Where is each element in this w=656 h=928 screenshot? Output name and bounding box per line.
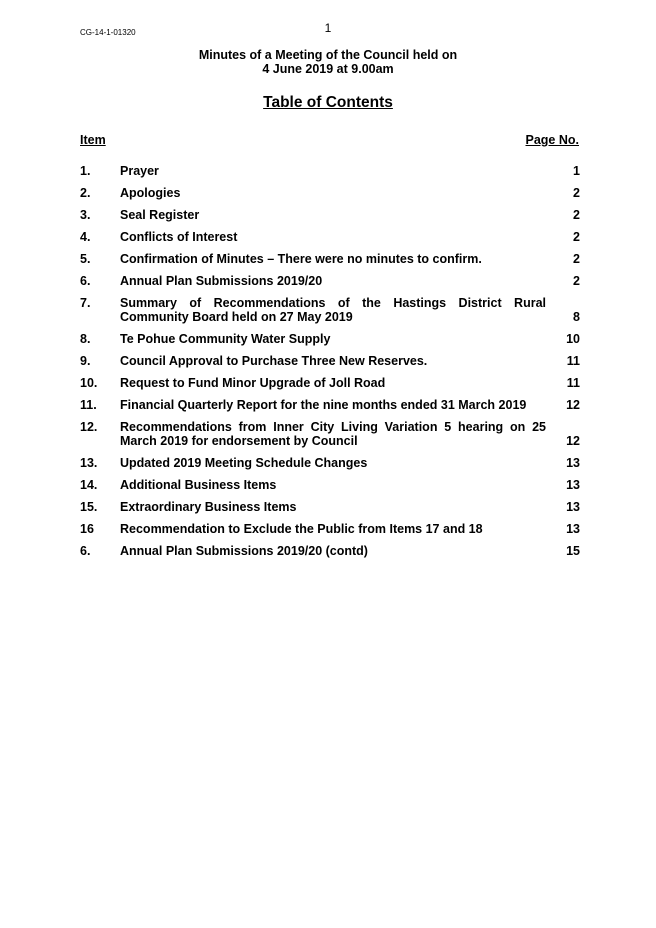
toc-entry-number: 10. — [80, 376, 98, 390]
toc-entry-title: Annual Plan Submissions 2019/20 (contd) — [120, 544, 368, 558]
toc-entry-title: Annual Plan Submissions 2019/20 — [120, 274, 323, 288]
toc-entry-number: 12. — [80, 420, 98, 434]
toc-entry-title: Recommendation to Exclude the Public from Items 17 and 18 — [120, 522, 483, 536]
toc-entry-title: Extraordinary Business Items — [120, 500, 297, 514]
toc-entry-page: 2 — [573, 186, 580, 200]
toc-entry-page: 8 — [573, 310, 580, 324]
toc-entry-number: 14. — [80, 478, 98, 492]
toc-entry-page: 13 — [566, 522, 580, 536]
toc-entry-page: 2 — [573, 230, 580, 244]
toc-entry[interactable] — [80, 186, 580, 200]
toc-entry-page: 2 — [573, 274, 580, 288]
toc-entry-number: 7. — [80, 296, 91, 310]
page-number: 1 — [324, 21, 332, 35]
toc-entry[interactable] — [80, 164, 580, 178]
heading-line-2: 4 June 2019 at 9.00am — [262, 62, 394, 76]
toc-entry-title: Summary of Recommendations of the Hastings District Rural Community Board held on 27 May 2019 — [120, 296, 546, 324]
toc-entry-page: 11 — [566, 354, 580, 368]
toc-entry-number: 8. — [80, 332, 91, 346]
toc-entry-title: Recommendations from Inner City Living Variation 5 hearing on 25 March 2019 for endorsement by Council — [120, 420, 546, 448]
toc-entry[interactable] — [80, 420, 580, 448]
toc-entry-number: 3. — [80, 208, 91, 222]
toc-entry-number: 5. — [80, 252, 91, 266]
toc-entry-page: 10 — [566, 332, 580, 346]
toc-entry-page: 2 — [573, 252, 580, 266]
toc-entry[interactable] — [80, 398, 580, 412]
item-column-header: Item — [80, 133, 106, 147]
toc-entry[interactable] — [80, 522, 580, 536]
toc-entry-number: 6. — [80, 544, 91, 558]
toc-title: Table of Contents — [263, 94, 393, 111]
toc-entry-page: 15 — [566, 544, 580, 558]
toc-entry-title: Apologies — [120, 186, 181, 200]
toc-entry[interactable] — [80, 252, 580, 266]
toc-entry-title: Te Pohue Community Water Supply — [120, 332, 331, 346]
toc-entry[interactable] — [80, 274, 580, 288]
toc-list — [80, 164, 580, 566]
toc-entry-number: 16 — [80, 522, 94, 536]
toc-entry-page: 12 — [566, 434, 580, 448]
toc-entry-page: 11 — [566, 376, 580, 390]
page-column-header: Page No. — [525, 133, 579, 147]
toc-entry-title: Confirmation of Minutes – There were no minutes to confirm. — [120, 252, 482, 266]
meeting-heading — [0, 48, 656, 76]
toc-entry-number: 6. — [80, 274, 91, 288]
toc-entry[interactable] — [80, 332, 580, 346]
toc-entry-number: 1. — [80, 164, 91, 178]
toc-entry-title: Prayer — [120, 164, 159, 178]
toc-entry-title: Financial Quarterly Report for the nine months ended 31 March 2019 — [120, 398, 527, 412]
toc-entry-title: Request to Fund Minor Upgrade of Joll Road — [120, 376, 386, 390]
toc-entry-page: 1 — [573, 164, 580, 178]
heading-line-1: Minutes of a Meeting of the Council held on — [198, 48, 458, 62]
toc-entry-number: 2. — [80, 186, 91, 200]
toc-entry-number: 9. — [80, 354, 91, 368]
toc-entry[interactable] — [80, 296, 580, 324]
toc-entry-title: Updated 2019 Meeting Schedule Changes — [120, 456, 368, 470]
toc-entry-page: 2 — [573, 208, 580, 222]
toc-entry-number: 15. — [80, 500, 98, 514]
toc-entry-title: Conflicts of Interest — [120, 230, 238, 244]
document-reference: CG-14-1-01320 — [80, 28, 136, 37]
toc-entry[interactable] — [80, 478, 580, 492]
toc-entry[interactable] — [80, 354, 580, 368]
toc-entry-page: 12 — [566, 398, 580, 412]
toc-entry[interactable] — [80, 544, 580, 558]
toc-entry-title: Additional Business Items — [120, 478, 277, 492]
toc-entry[interactable] — [80, 230, 580, 244]
toc-entry[interactable] — [80, 456, 580, 470]
toc-entry-title: Seal Register — [120, 208, 200, 222]
toc-entry-number: 13. — [80, 456, 98, 470]
toc-entry-number: 11. — [80, 398, 97, 412]
toc-entry-page: 13 — [566, 456, 580, 470]
toc-entry-page: 13 — [566, 478, 580, 492]
toc-entry[interactable] — [80, 376, 580, 390]
toc-entry-page: 13 — [566, 500, 580, 514]
toc-entry-title: Council Approval to Purchase Three New Reserves. — [120, 354, 428, 368]
toc-entry[interactable] — [80, 208, 580, 222]
toc-entry-number: 4. — [80, 230, 91, 244]
toc-entry[interactable] — [80, 500, 580, 514]
